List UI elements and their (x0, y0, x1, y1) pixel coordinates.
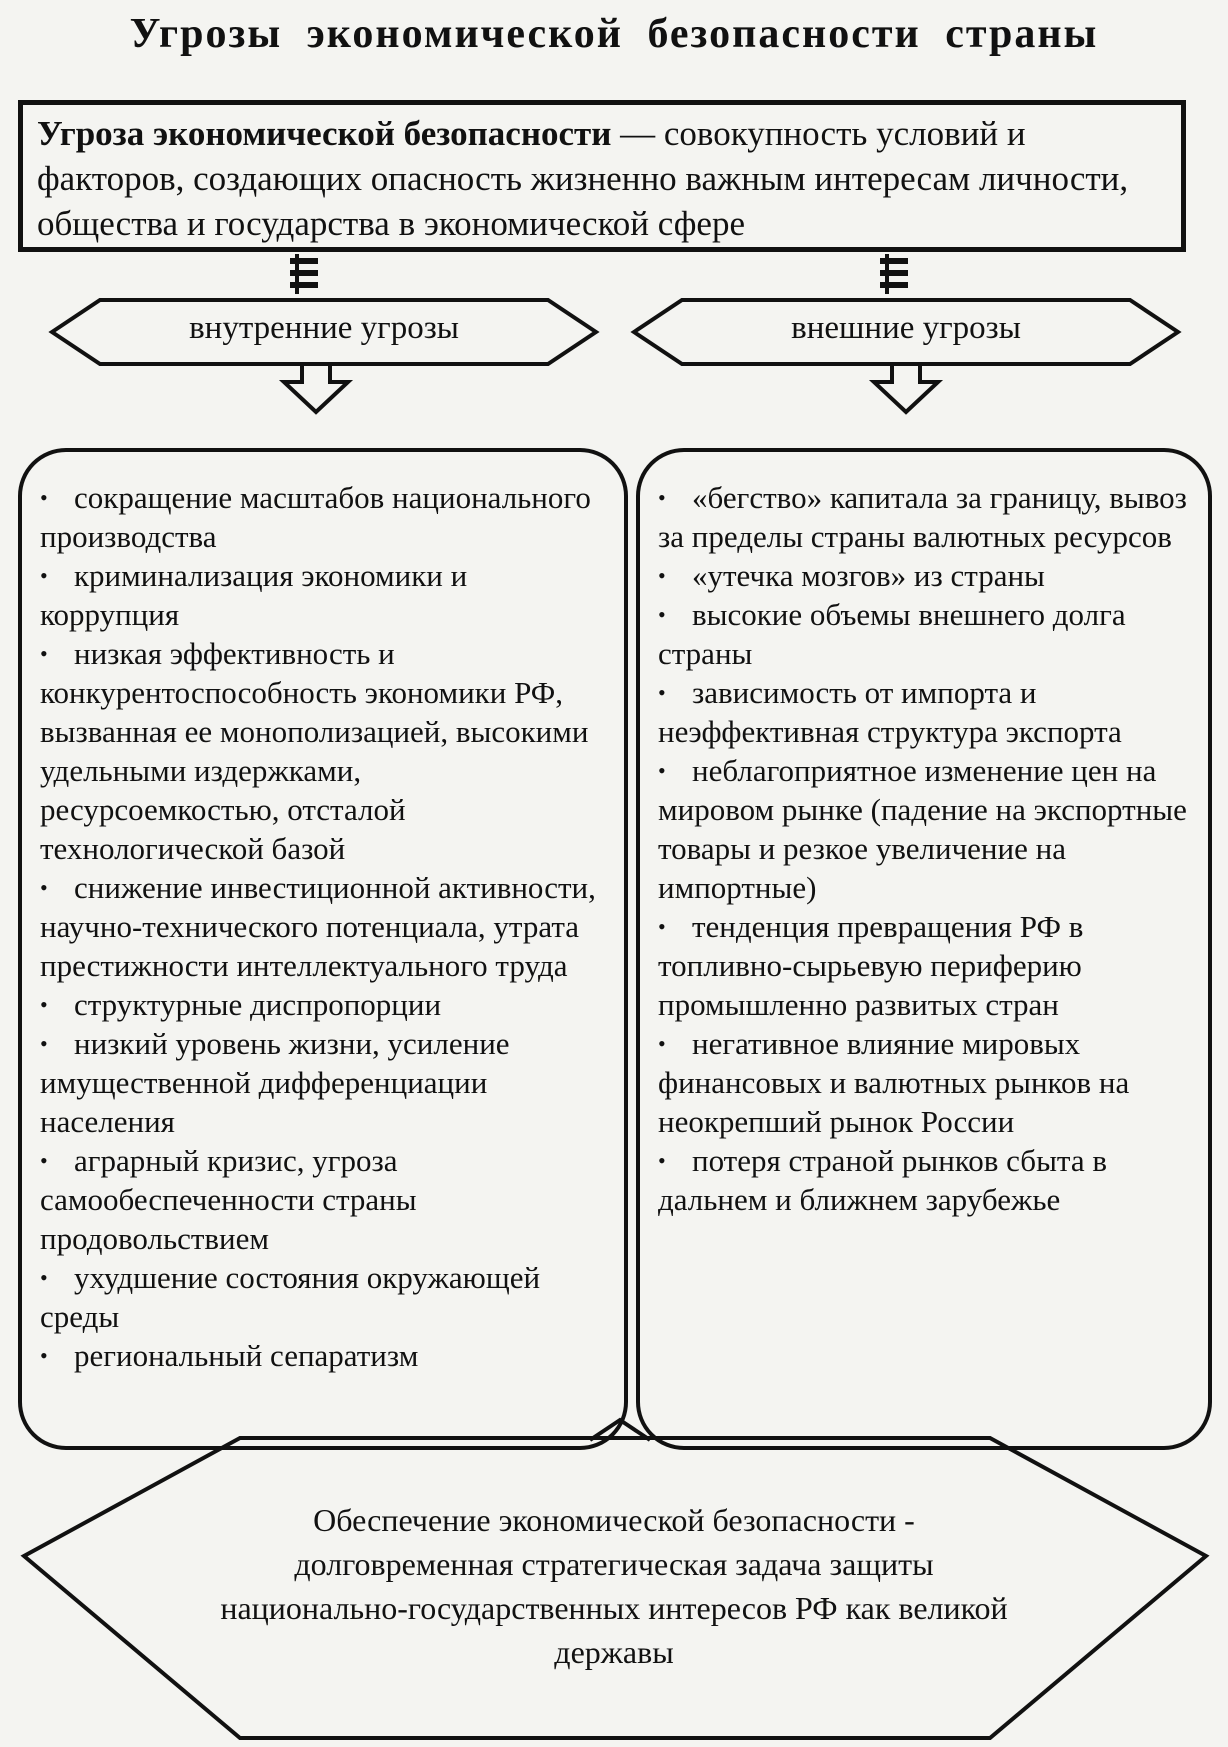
threat-text: низкий уровень жизни, усиление имущественной дифференциации населения (40, 1026, 510, 1139)
label-internal-threats: внутренние угрозы (189, 310, 459, 346)
threat-text: неблагоприятное изменение цен на мировом рынке (падение на экспортные товары и резкое увеличение на импортные) (658, 753, 1187, 905)
bullet-icon: • (658, 914, 666, 939)
threat-text: негативное влияние мировых финансовых и валютных рынков на неокрепший рынок России (658, 1026, 1130, 1139)
threat-item (40, 556, 606, 634)
external-threats-box (636, 448, 1212, 1450)
bullet-icon: • (658, 680, 666, 705)
threat-text: ухудшение состояния окружающей среды (40, 1260, 541, 1334)
definition-text: — совокупность условий и факторов, создающих опасность жизненно важным интересам личности, общества и государства в экономической сфере (37, 114, 1129, 243)
bullet-icon: • (658, 1148, 666, 1173)
bullet-icon: • (658, 485, 666, 510)
threat-text: «бегство» капитала за границу, вывоз за пределы страны валютных ресурсов (658, 480, 1187, 554)
threat-item (40, 1141, 606, 1258)
bullet-icon: • (40, 1343, 48, 1368)
threat-text: снижение инвестиционной активности, научно-технического потенциала, утрата престижности интеллектуального труда (40, 870, 596, 983)
bullet-icon: • (40, 992, 48, 1017)
threat-item (658, 751, 1190, 907)
threat-item (658, 1141, 1190, 1219)
threat-item (40, 985, 606, 1024)
threat-text: зависимость от импорта и неэффективная структура экспорта (658, 675, 1122, 749)
internal-threats-list (40, 478, 606, 1375)
bullet-icon: • (40, 1265, 48, 1290)
bullet-icon: • (40, 1148, 48, 1173)
equals-connector-right (880, 254, 908, 294)
internal-threats-box (18, 448, 628, 1450)
threat-item (658, 595, 1190, 673)
bullet-icon: • (658, 758, 666, 783)
bullet-icon: • (40, 875, 48, 900)
threat-item (40, 1024, 606, 1141)
threat-item (40, 1258, 606, 1336)
bullet-icon: • (658, 1031, 666, 1056)
definition-term: Угроза экономической безопасности (37, 114, 612, 153)
threat-item (40, 1336, 606, 1375)
equals-connector-left (290, 254, 318, 294)
threat-item (40, 634, 606, 868)
bullet-icon: • (40, 485, 48, 510)
arrow-down-left (284, 364, 348, 412)
page-title: Угрозы экономической безопасности страны (129, 11, 1099, 57)
external-threats-list (658, 478, 1190, 1219)
arrow-down-right (874, 364, 938, 412)
label-external-threats: внешние угрозы (791, 310, 1021, 346)
bullet-icon: • (40, 563, 48, 588)
threat-text: «утечка мозгов» из страны (692, 558, 1045, 593)
conclusion-text: Обеспечение экономической безопасности - долговременная стратегическая задача защиты национально-государственных интересов РФ как великой державы (220, 1502, 1008, 1670)
threat-item (658, 478, 1190, 556)
threat-text: структурные диспропорции (74, 987, 442, 1022)
threat-text: криминализация экономики и коррупция (40, 558, 468, 632)
threat-text: сокращение масштабов национального производства (40, 480, 591, 554)
bullet-icon: • (658, 563, 666, 588)
threat-text: потеря страной рынков сбыта в дальнем и ближнем зарубежье (658, 1143, 1107, 1217)
bullet-icon: • (40, 641, 48, 666)
threat-item (40, 478, 606, 556)
threat-text: тенденция превращения РФ в топливно-сырьевую периферию промышленно развитых стран (658, 909, 1084, 1022)
threat-item (658, 907, 1190, 1024)
bullet-icon: • (658, 602, 666, 627)
threat-text: региональный сепаратизм (74, 1338, 419, 1373)
bullet-icon: • (40, 1031, 48, 1056)
threat-text: низкая эффективность и конкурентоспособность экономики РФ, вызванная ее монополизацией, высокими удельными издержками, ресурсоемкостью, отсталой технологической базой (40, 636, 589, 866)
threat-item (658, 1024, 1190, 1141)
threat-item (40, 868, 606, 985)
threat-item (658, 673, 1190, 751)
threat-item (658, 556, 1190, 595)
threat-text: аграрный кризис, угроза самообеспеченности страны продовольствием (40, 1143, 417, 1256)
threat-text: высокие объемы внешнего долга страны (658, 597, 1126, 671)
